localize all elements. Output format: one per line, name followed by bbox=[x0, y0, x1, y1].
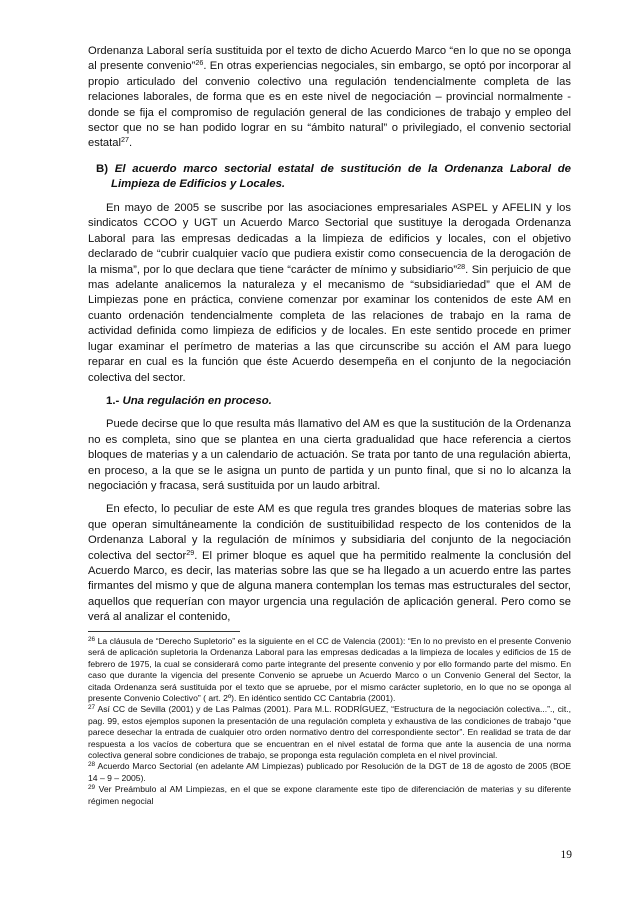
footnote-27 bbox=[88, 704, 571, 761]
paragraph-continuation: Ordenanza Laboral sería sustituida por el texto de dicho Acuerdo Marco “en lo que no se oponga al presente convenio”$^{26}$. En otras experiencias negociales, sin embargo, se optó por incorporar al propio articulado del convenio colectivo una regulación tendencialmente completa de las relaciones laborales, de forma que es en este nivel de negociación – provincial normalmente - donde se fija el compromiso de regulación general de las condiciones de trabajo y empleo del sector que no se han podido lograr en su “ámbito natural” o privilegiado, el convenio sectorial estatal$^{27}$. bbox=[88, 45, 571, 150]
footnote-number: 28 bbox=[88, 761, 96, 769]
page-number: 19 bbox=[560, 849, 572, 861]
subsection-heading-1 bbox=[106, 394, 571, 409]
footnote-ref-27[interactable]: 27 bbox=[120, 135, 129, 145]
footnote-28 bbox=[88, 761, 571, 784]
footnotes bbox=[88, 636, 571, 807]
paragraph-may-2005: En mayo de 2005 se suscribe por las asociaciones empresariales ASPEL y AFELIN y los sindicatos CCOO y UGT un Acuerdo Marco Sectorial que sustituye la derogada Ordenanza Laboral para las empresas dedicadas a la limpieza de edificios y locales, con el objetivo declarado de “cubrir cualquier vacío que pudiera existir como consecuencia de la derogación de la misma”, por lo que declara que tiene “carácter de mínimo y subsidiario”$^{28}$. Sin perjuicio de que mas adelante analicemos la naturaleza y el mecanismo de “subsidiariedad” que el AM de Limpiezas pone en práctica, conviene comenzar por examinar los contenidos de este AM en cuanto ordenación tendencialmente completa de las relaciones de trabajo en la rama de actividad definida como limpieza de edificios y de locales. En este sentido procede en primer lugar examinar el perímetro de materias a las que circunscribe su acción el AM para luego reparar en cual es la función que éste Acuerdo desempeña en el conjunto de la negociación colectiva del sector. bbox=[88, 202, 572, 384]
footnote-29 bbox=[88, 784, 571, 807]
body-text bbox=[88, 44, 571, 626]
paragraph-bloques: En efecto, lo peculiar de este AM es que regula tres grandes bloques de materias sobre las que operan simultáneamente la condición de sustituibilidad respecto de los contenidos de la Ordenanza Laboral y la regulación de mínimos y subsidiaria del conjunto de la negociación colectiva del sector$^{29}$. El primer bloque es aquel que ha permitido realmente la conclusión del Acuerdo Marco, es decir, las materias sobre las que se ha llegado a un acuerdo entre las partes firmantes del mismo y que de alguna manera contemplan los temas mas estructurales del sector, aquellos que requerían con mayor urgencia una regulación de aplicación general. Pero como se verá al analizar el contenido, bbox=[88, 503, 571, 624]
footnote-26 bbox=[88, 636, 571, 704]
subsection-number: 1.- bbox=[106, 394, 120, 407]
footnote-text: Así CC de Sevilla (2001) y de Las Palmas (2001). Para M.L. RODRÍGUEZ, “Estructura de la negociación colectiva...”., cit., pag. 99, estos ejemplos suponen la presentación de una regulación completa y exhaustiva de las condiciones de trabajo “que parece desechar la entrada de cualquier otro orden normativo dentro del correspondiente sector”. En realidad se trata de dar respuesta a los vacíos de cobertura que se encuentran en el nivel estatal de forma que ante la ausencia de una norma colectiva general sobre condiciones de trabajo, se proponga esta regulación completa en el nivel provincial. bbox=[88, 704, 571, 761]
footnote-ref-28[interactable]: 28 bbox=[457, 261, 466, 271]
section-heading-b bbox=[88, 162, 571, 193]
section-letter: B) bbox=[96, 162, 109, 175]
footnote-ref-29[interactable]: 29 bbox=[186, 547, 195, 557]
footnote-number: 29 bbox=[88, 784, 96, 792]
footnote-text: La cláusula de “Derecho Supletorio” es la siguiente en el CC de Valencia (2001): “En lo no previsto en el presente Convenio será de aplicación supletoria la Ordenanza Laboral para las empresas dedicadas a la limpieza de locales y edificios de 15 de febrero de 1975, la cual se considerará como parte integrante del presente convenio y por ello formando parte del mismo. En caso que durante la vigencia del presente Convenio se apruebe un Acuerdo Marco o un Convenio General del Sector, la citada Ordenanza será sustituida por el texto que se apruebe, por el mismo carácter supletorio, en lo que no se oponga al presente Convenio Colectivo” ( art. 2º). En idéntico sentido CC Cantabria (2001). bbox=[88, 636, 572, 704]
footnote-number: 27 bbox=[88, 704, 96, 712]
footnote-text: Ver Preámbulo al AM Limpiezas, en el que se expone claramente este tipo de diferenciación de materias y su diferente régimen negocial bbox=[88, 784, 572, 806]
subsection-title: Una regulación en proceso. bbox=[122, 394, 272, 407]
paragraph-gradualidad: Puede decirse que lo que resulta más llamativo del AM es que la sustitución de la Ordenanza no es completa, sino que se plantea en una cierta gradualidad que hace referencia a ciertos bloques de materias y a un calendario de actuación. Se trata por tanto de una regulación abierta, en proceso, a la que se le asigna un punto de partida y un punto final, que si no lo alcanza la negociación y fracasa, será sustituida por un laudo arbitral. bbox=[88, 418, 571, 492]
footnote-text: Acuerdo Marco Sectorial (en adelante AM Limpiezas) publicado por Resolución de la DGT de 18 de agosto de 2005 (BOE 14 – 9 – 2005). bbox=[88, 761, 571, 783]
footnote-ref-26[interactable]: 26 bbox=[195, 58, 204, 68]
footnote-number: 26 bbox=[88, 636, 96, 643]
footnote-separator bbox=[88, 631, 240, 632]
section-title: El acuerdo marco sectorial estatal de sustitución de la Ordenanza Laboral de Limpieza de Edificios y Locales. bbox=[111, 162, 571, 191]
